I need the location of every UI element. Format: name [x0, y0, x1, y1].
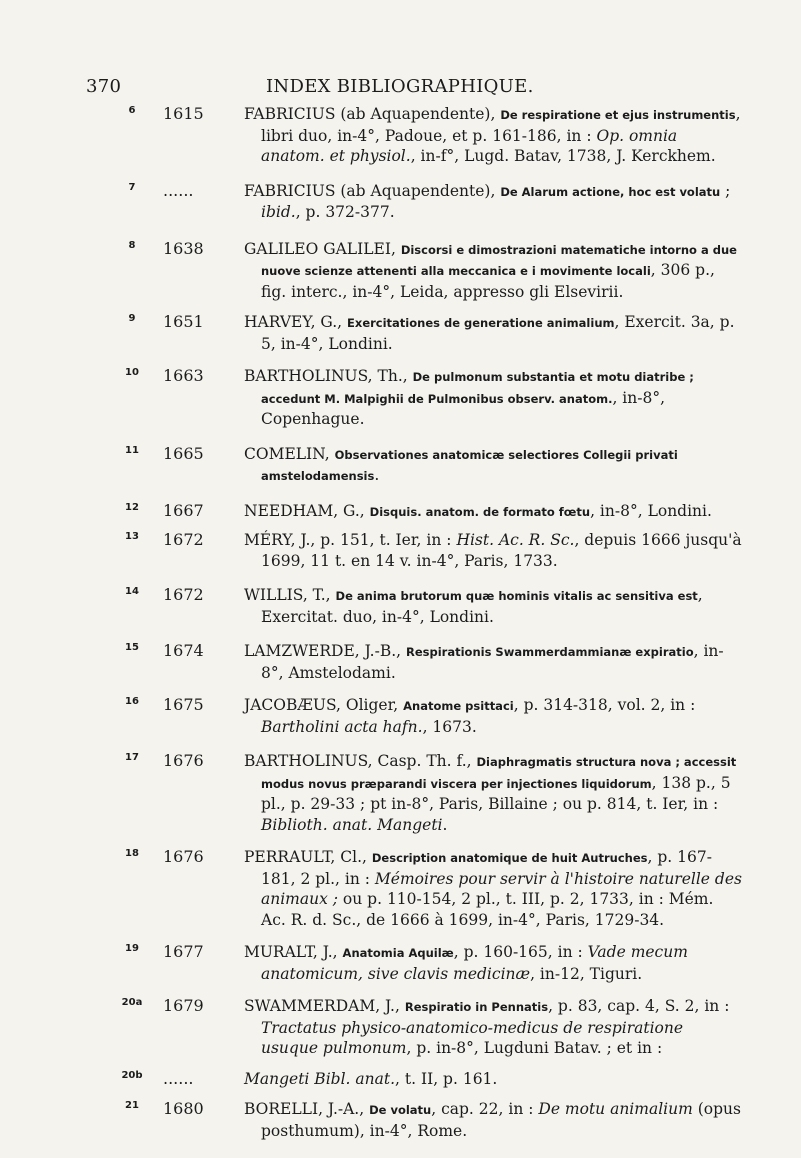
- entry-number: 8: [128, 239, 136, 251]
- entry-citation: [244, 312, 742, 354]
- entry-year: ......: [163, 1068, 194, 1088]
- entry-author: PERRAULT, Cl.,: [244, 848, 372, 866]
- bibliography-entry: [0, 751, 801, 835]
- entry-citation: [244, 181, 742, 223]
- entry-details: , 306 p., fig. interc., in-4°, Leida, appresso gli Elsevirii.: [261, 261, 715, 301]
- bibliography-entry: [0, 847, 801, 930]
- entry-number: 6: [128, 105, 136, 116]
- entry-publication: (opus posthumum), in-4°, Rome.: [261, 1100, 741, 1140]
- entry-year: 1665: [163, 443, 204, 463]
- entry-source: Bartholini acta hafn.: [261, 717, 423, 736]
- entry-citation: [244, 996, 742, 1059]
- entry-year: 1663: [163, 366, 204, 385]
- entry-details: , p. 314-318, vol. 2, in :: [513, 696, 696, 714]
- entry-publication: .: [442, 815, 448, 834]
- entry-year: 1676: [163, 847, 204, 866]
- entry-source: Hist. Ac. R. Sc.: [456, 531, 575, 549]
- entry-details: , 138 p., 5 pl., p. 29-33 ; pt in-8°, Paris, Billaine ; ou p. 814, t. Ier, in :: [261, 773, 731, 813]
- entry-author: LAMZWERDE, J.-B.,: [244, 642, 406, 660]
- entry-author: JACOBÆUS, Oliger,: [244, 696, 404, 714]
- entry-number: 11: [125, 444, 139, 456]
- entry-source: Vade mecum anatomicum, sive clavis medicinæ: [261, 943, 688, 983]
- entry-citation: [244, 1069, 742, 1090]
- entry-citation: [244, 751, 742, 835]
- entry-year: 1672: [163, 585, 204, 604]
- entry-citation: [244, 366, 742, 430]
- entry-number: 15: [125, 642, 139, 653]
- entry-citation: [244, 104, 742, 167]
- entry-author: BORELLI, J.-A.,: [244, 1100, 370, 1118]
- entry-citation: [244, 942, 742, 984]
- entry-citation: [244, 530, 742, 571]
- bibliography-entry: [0, 181, 801, 223]
- entry-author: COMELIN,: [244, 444, 335, 463]
- entry-number: 7: [128, 181, 136, 193]
- entry-year: 1675: [163, 695, 204, 714]
- entry-source: Mémoires pour servir à l'histoire naturelle des animaux ;: [261, 869, 742, 908]
- entry-year: 1680: [163, 1099, 204, 1118]
- bibliography-list: [0, 104, 801, 1151]
- bibliography-entry: [0, 695, 801, 737]
- entry-citation: [244, 641, 742, 683]
- entry-citation: [244, 1099, 742, 1141]
- entry-citation: [244, 695, 742, 737]
- entry-title: Anatome psittaci: [403, 699, 514, 713]
- bibliography-entry: [0, 942, 801, 984]
- entry-title: Anatomia Aquilæ: [342, 946, 454, 960]
- bibliography-entry: [0, 585, 801, 627]
- bibliography-entry: [0, 530, 801, 571]
- entry-source: Biblioth. anat. Mangeti: [261, 815, 443, 834]
- entry-title: De anima brutorum quæ hominis vitalis ac sensitiva est: [335, 589, 698, 603]
- entry-author: MURALT, J.,: [244, 943, 343, 961]
- entry-number: 14: [125, 586, 139, 597]
- entry-details: ;: [720, 181, 731, 200]
- entry-source: Tractatus physico-anatomico-medicus de respiratione usuque pulmonum: [261, 1018, 684, 1057]
- entry-author: GALILEO GALILEI,: [244, 239, 401, 258]
- running-title: INDEX BIBLIOGRAPHIQUE.: [266, 76, 534, 97]
- entry-details: , Exercitat. duo, in-4°, Londini.: [261, 586, 703, 626]
- entry-details: , in-8°, Londini.: [590, 501, 712, 520]
- entry-citation: [244, 239, 742, 303]
- bibliography-entry: [0, 501, 801, 523]
- entry-title: Discorsi e dimostrazioni matematiche intorno a due nuove scienze attenenti alla meccanica e i movimente locali: [261, 242, 737, 278]
- entry-number: 20b: [121, 1069, 143, 1081]
- entry-source: De motu animalium: [538, 1100, 693, 1118]
- entry-number: 12: [125, 501, 139, 513]
- entry-number: 17: [125, 752, 139, 763]
- bibliography-entry: [0, 1069, 801, 1090]
- entry-publication: , t. II, p. 161.: [395, 1069, 498, 1088]
- bibliography-entry: [0, 1099, 801, 1141]
- entry-author: HARVEY, G.,: [244, 313, 348, 331]
- bibliography-entry: [0, 312, 801, 354]
- entry-number: 13: [125, 531, 139, 542]
- entry-publication: ou p. 110-154, 2 pl., t. III, p. 2, 1733, in : Mém. Ac. R. d. Sc., de 1666 à 1699, in-4°, Paris, 1729-34.: [261, 890, 714, 929]
- entry-citation: [244, 847, 742, 930]
- entry-year: 1672: [163, 530, 204, 549]
- entry-year: 1667: [163, 500, 204, 520]
- entry-publication: , p. 372-377.: [295, 203, 395, 221]
- entry-author: MÉRY, J., p. 151, t. Ier, in :: [244, 531, 457, 549]
- entry-number: 21: [125, 1100, 139, 1111]
- entry-title: Observationes anatomicæ selectiores Collegii privati amstelodamensis: [261, 447, 678, 483]
- entry-number: 10: [125, 367, 139, 378]
- entry-details: , cap. 22, in :: [431, 1100, 539, 1118]
- entry-publication: , in-f°, Lugd. Batav, 1738, J. Kerckhem.: [410, 147, 716, 165]
- entry-year: 1676: [163, 751, 204, 770]
- entry-details: , libri duo, in-4°, Padoue, et p. 161-186, in :: [261, 105, 741, 145]
- bibliography-entry: [0, 104, 801, 167]
- entry-number: 20a: [121, 997, 143, 1008]
- entry-details: .: [374, 466, 380, 484]
- entry-year: 1674: [163, 641, 204, 660]
- entry-year: 1615: [163, 104, 204, 123]
- entry-year: 1677: [163, 942, 204, 961]
- entry-source: ibid.: [261, 203, 296, 221]
- entry-details: , Exercit. 3a, p. 5, in-4°, Londini.: [261, 313, 735, 353]
- entry-number: 16: [125, 696, 139, 707]
- page-number: 370: [86, 76, 122, 97]
- entry-title: De respiratione et ejus instrumentis: [500, 108, 736, 122]
- entry-source: Mangeti Bibl. anat.: [244, 1069, 396, 1088]
- entry-author: NEEDHAM, G.,: [244, 501, 370, 520]
- entry-citation: [244, 444, 742, 487]
- entry-number: 9: [128, 313, 136, 324]
- entry-details: , p. 83, cap. 4, S. 2, in :: [548, 997, 730, 1015]
- entry-details: , in-8°, Amstelodami.: [261, 642, 724, 682]
- entry-author: SWAMMERDAM, J.,: [244, 997, 405, 1015]
- entry-source: Op. omnia anatom. et physiol.: [261, 126, 678, 165]
- entry-author: BARTHOLINUS, Casp. Th. f.,: [244, 752, 477, 770]
- entry-details: , p. 167-181, 2 pl., in :: [261, 848, 712, 888]
- entry-year: 1651: [163, 312, 204, 331]
- entry-title: Exercitationes de generatione animalium: [347, 316, 615, 330]
- entry-publication: , 1673.: [422, 717, 477, 736]
- entry-title: De volatu: [369, 1103, 432, 1117]
- entry-publication: , in-12, Tiguri.: [530, 964, 643, 983]
- entry-citation: [244, 585, 742, 627]
- entry-title: Disquis. anatom. de formato fœtu: [369, 504, 591, 519]
- bibliography-entry: [0, 996, 801, 1059]
- entry-citation: [244, 501, 742, 523]
- entry-details: , p. 160-165, in :: [453, 943, 588, 961]
- bibliography-entry: [0, 239, 801, 303]
- entry-year: 1638: [163, 238, 204, 258]
- entry-title: Diaphragmatis structura nova ; accessit modus novus præparandi viscera per injectiones liquidorum: [261, 755, 737, 791]
- bibliography-entry: [0, 641, 801, 683]
- entry-year: 1679: [163, 996, 204, 1015]
- entry-title: Respiratio in Pennatis: [404, 1000, 549, 1014]
- entry-author: WILLIS, T.,: [244, 586, 336, 604]
- entry-title: De pulmonum substantia et motu diatribe ; accedunt M. Malpighii de Pulmonibus observ. anatom.: [261, 370, 694, 406]
- bibliography-entry: [0, 444, 801, 487]
- entry-author: FABRICIUS (ab Aquapendente),: [244, 105, 501, 123]
- entry-title: Respirationis Swammerdammianæ expiratio: [406, 645, 694, 659]
- entry-title: Description anatomique de huit Autruches: [371, 851, 648, 865]
- page-header: [86, 76, 746, 100]
- entry-number: 19: [125, 943, 139, 954]
- entry-publication: , p. in-8°, Lugduni Batav. ; et in :: [406, 1039, 663, 1057]
- entry-author: FABRICIUS (ab Aquapendente),: [244, 181, 501, 200]
- entry-publication: , depuis 1666 jusqu'à 1699, 11 t. en 14 v. in-4°, Paris, 1733.: [261, 531, 742, 570]
- entry-author: BARTHOLINUS, Th.,: [244, 367, 413, 385]
- entry-number: 18: [125, 848, 139, 859]
- bibliography-entry: [0, 366, 801, 430]
- entry-year: ......: [163, 180, 194, 200]
- entry-title: De Alarum actione, hoc est volatu: [500, 184, 721, 199]
- entry-details: , in-8°, Copenhague.: [261, 388, 666, 428]
